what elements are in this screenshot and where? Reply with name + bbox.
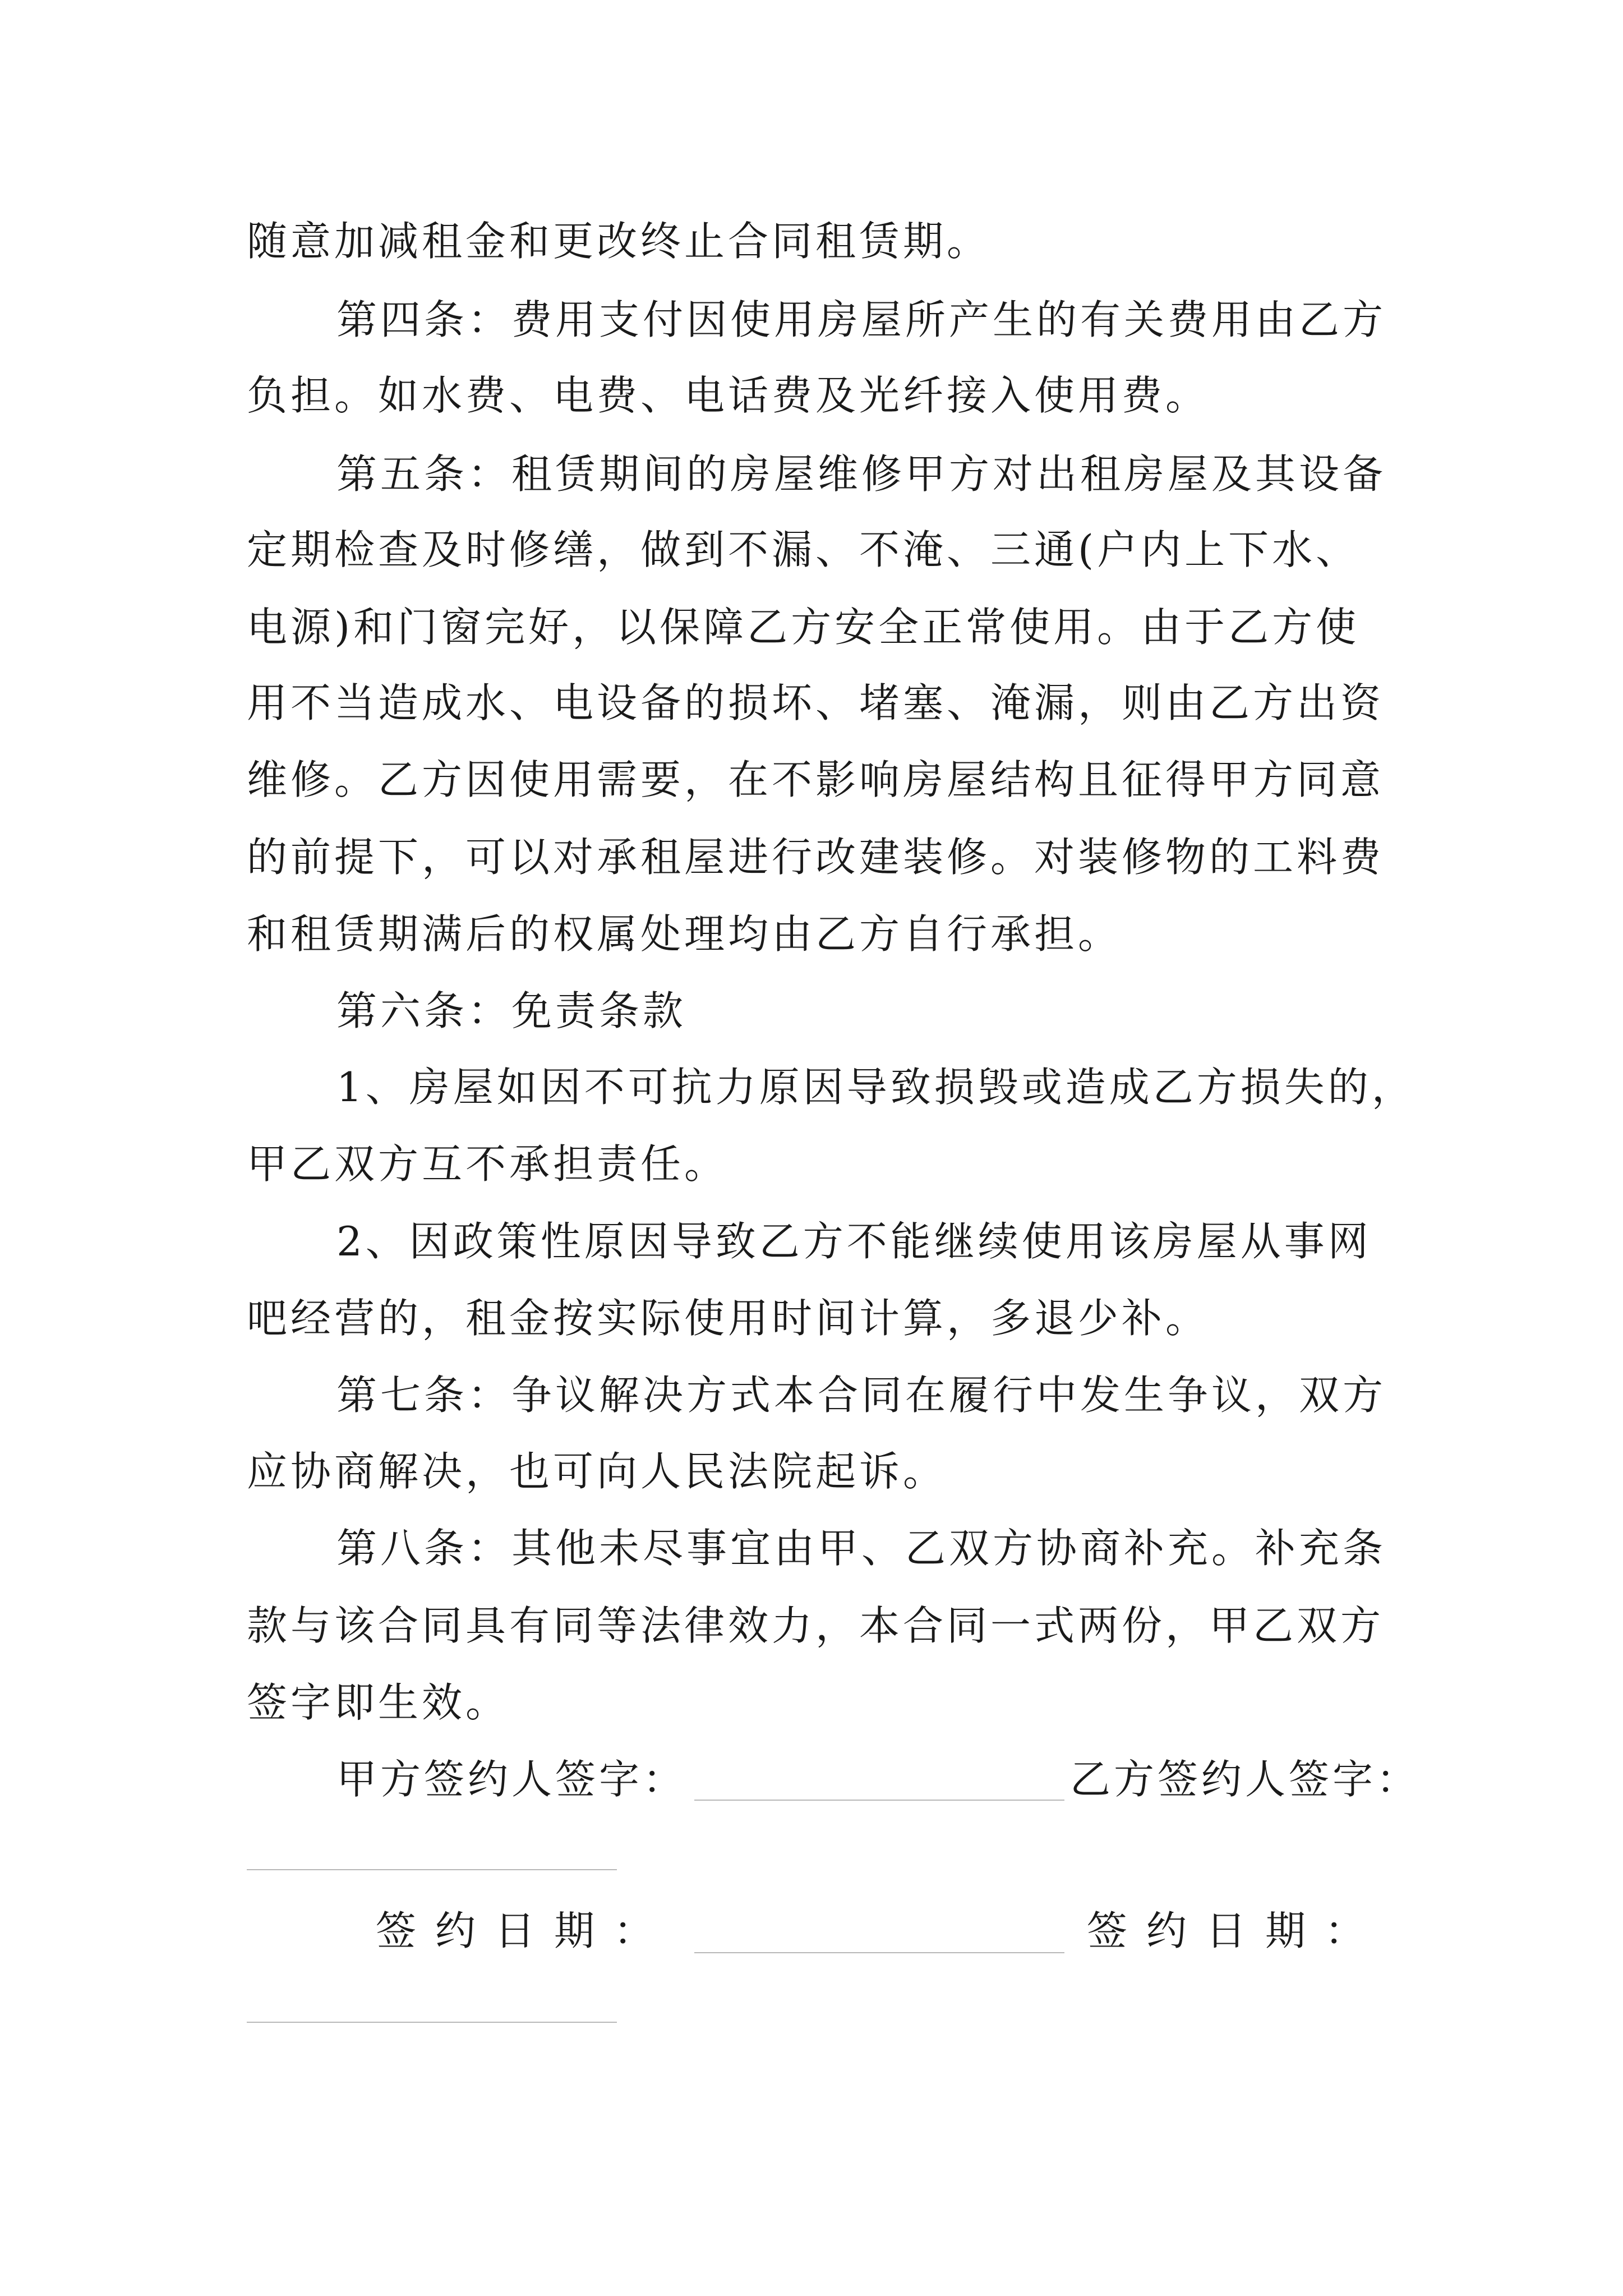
party-b-signature-label: 乙方签约人签字： xyxy=(1070,1756,1421,1803)
text-line: 的前提下，可以对承租屋进行改建装修。对装修物的工料费 xyxy=(247,834,1385,881)
text-line: 吧经营的，租金按实际使用时间计算，多退少补。 xyxy=(247,1295,1210,1342)
party-a-date-field xyxy=(694,1952,1064,1953)
text-line: 电源)和门窗完好，以保障乙方安全正常使用。由于乙方使 xyxy=(247,604,1360,651)
text-line: 和租赁期满后的权属处理均由乙方自行承担。 xyxy=(247,910,1122,958)
party-a-signature-label: 甲方签约人签字： xyxy=(336,1756,687,1803)
party-b-date-label: 签约日期： xyxy=(1087,1907,1385,1954)
party-b-signature-field xyxy=(247,1869,617,1870)
article-6-heading: 第六条：免责条款 xyxy=(336,987,687,1034)
article-4-line: 第四条：费用支付因使用房屋所产生的有关费用由乙方 xyxy=(336,296,1387,343)
text-line: 甲乙双方互不承担责任。 xyxy=(247,1140,728,1188)
text-line: 维修。乙方因使用需要，在不影响房屋结构且征得甲方同意 xyxy=(247,756,1385,803)
party-a-signature-field xyxy=(694,1800,1064,1801)
text-line: 签字即生效。 xyxy=(247,1679,510,1726)
text-line: 随意加减租金和更改终止合同租赁期。 xyxy=(247,218,991,265)
text-line: 应协商解决，也可向人民法院起诉。 xyxy=(247,1448,947,1495)
clause-2-line: 2、因政策性原因导致乙方不能继续使用该房屋从事网 xyxy=(336,1218,1372,1265)
article-7-line: 第七条：争议解决方式本合同在履行中发生争议，双方 xyxy=(336,1372,1387,1419)
text-line: 负担。如水费、电费、电话费及光纤接入使用费。 xyxy=(247,372,1210,419)
party-a-date-label: 签约日期： xyxy=(376,1907,674,1954)
article-5-line: 第五条：租赁期间的房屋维修甲方对出租房屋及其设备 xyxy=(336,450,1387,498)
article-8-line: 第八条：其他未尽事宜由甲、乙双方协商补充。补充条 xyxy=(336,1525,1387,1572)
text-line: 款与该合同具有同等法律效力，本合同一式两份，甲乙双方 xyxy=(247,1602,1385,1649)
party-b-date-field xyxy=(247,2022,617,2023)
text-line: 定期检查及时修缮，做到不漏、不淹、三通(户内上下水、 xyxy=(247,526,1360,573)
text-line: 用不当造成水、电设备的损坏、堵塞、淹漏，则由乙方出资 xyxy=(247,679,1385,726)
clause-1-line: 1、房屋如因不可抗力原因导致损毁或造成乙方损失的， xyxy=(336,1064,1415,1111)
